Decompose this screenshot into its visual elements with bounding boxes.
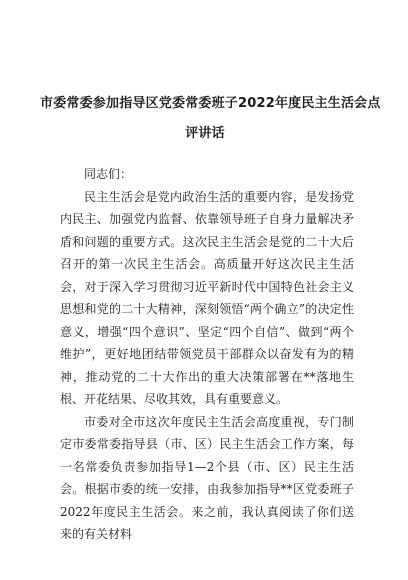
paragraph: 市委对全市这次年度民主生活会高度重视，专门制定市委常委指导县（市、区）民主生活会工作方案，每一名常委负责参加指导1—2个县（市、区）民主生活会。根据市委的统一安排，由我参加指导**区党委班子2022年度民主生活会。来之前，我认真阅读了你们送来的有关材料: [60, 414, 354, 541]
salutation: 同志们：: [84, 167, 133, 181]
document-title: 市委常委参加指导区党委常委班子2022年度民主生活会点: [40, 96, 381, 111]
paragraph: 民主生活会是党内政治生活的重要内容，是发扬党内民主、加强党内监督、依靠领导班子自身力量解决矛盾和问题的重要方式。这次民主生活会是党的二十大后召开的第一次民主生活会。高质量开好这次民主生活会，对于深入学习贯彻习近平新时代中国特色社会主义思想和党的二十大精神，深刻领悟“两个确立”的决定性意义，增强“四个意识”、坚定“四个自信”、做到“两个维护”，更好地团结带领党员干部群众以奋发有为的精神，推动党的二十大作出的重大决策部署在**落地生根、开花结果、尽收其效，具有重要意义。: [60, 189, 354, 406]
document-body: [60, 163, 354, 546]
document-title-continued: 评讲话: [185, 126, 225, 141]
